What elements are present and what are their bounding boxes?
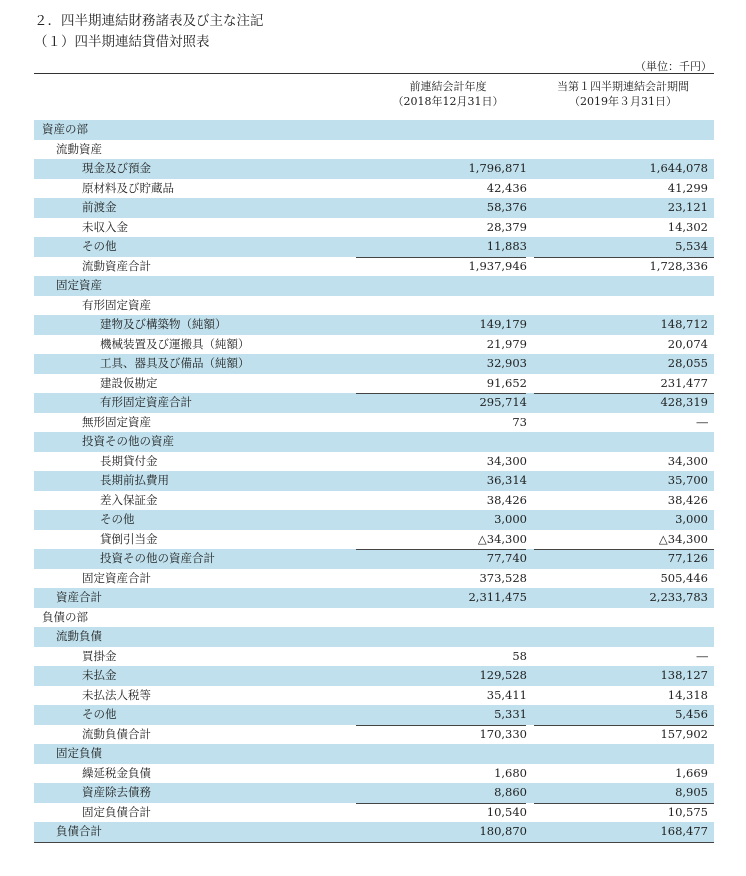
subtotal-rule (356, 393, 526, 394)
table-row (34, 354, 714, 374)
unit-label: （単位：千円） (635, 60, 712, 73)
table-row (34, 237, 714, 257)
value-curr: 3,000 (675, 512, 708, 526)
value-curr: 34,300 (667, 453, 708, 468)
value-curr: ― (696, 648, 708, 663)
table-row (34, 783, 714, 803)
value-prev: 2,311,475 (468, 590, 527, 604)
table-row (34, 120, 714, 140)
value-curr: 1,728,336 (649, 258, 708, 273)
value-prev: 129,528 (479, 668, 527, 682)
column-header-curr-date: （2019年３月31日） (569, 95, 677, 108)
row-label: 未収入金 (82, 219, 128, 234)
value-prev: △34,300 (477, 531, 527, 546)
row-label: 買掛金 (82, 648, 117, 663)
table-bottom-rule (34, 842, 714, 843)
value-curr: 77,126 (667, 551, 708, 565)
value-curr: 5,456 (675, 707, 708, 721)
table-row (34, 413, 714, 433)
value-curr: ― (696, 414, 708, 429)
value-curr: 138,127 (660, 668, 708, 682)
value-curr: 1,669 (675, 765, 708, 780)
row-label: 建物及び構築物（純額） (100, 317, 227, 331)
table-row (34, 452, 714, 472)
row-label: 未払法人税等 (82, 687, 151, 702)
value-curr: 157,902 (660, 726, 708, 741)
value-prev: 58 (512, 648, 527, 663)
subtotal-rule (534, 257, 714, 258)
subtotal-rule (534, 393, 714, 394)
value-curr: 35,700 (667, 473, 708, 487)
value-curr: 1,644,078 (649, 161, 708, 175)
table-row (34, 725, 714, 745)
value-curr: 428,319 (660, 395, 708, 409)
row-label: 差入保証金 (100, 492, 158, 507)
table-row (34, 764, 714, 784)
value-prev: 170,330 (479, 726, 527, 741)
table-row (34, 257, 714, 277)
value-curr: 38,426 (667, 492, 708, 507)
value-prev: 10,540 (486, 804, 527, 819)
table-row (34, 198, 714, 218)
row-label: その他 (82, 707, 117, 721)
subtotal-rule (356, 257, 526, 258)
table-row (34, 686, 714, 706)
row-label: 固定資産 (56, 278, 102, 292)
value-prev: 32,903 (486, 356, 527, 370)
table-row (34, 218, 714, 238)
row-label: 流動負債合計 (82, 726, 151, 741)
value-prev: 1,680 (494, 765, 527, 780)
value-curr: 505,446 (660, 570, 708, 585)
value-prev: 180,870 (479, 824, 527, 838)
table-row (34, 588, 714, 608)
value-prev: 28,379 (486, 219, 527, 234)
value-prev: 38,426 (486, 492, 527, 507)
value-prev: 35,411 (486, 687, 527, 702)
row-label: 投資その他の資産 (82, 434, 174, 448)
table-row (34, 666, 714, 686)
value-prev: 91,652 (486, 375, 527, 390)
table-row (34, 822, 714, 842)
row-label: 負債合計 (56, 824, 102, 838)
row-label: 長期貸付金 (100, 453, 158, 468)
table-row (34, 140, 714, 160)
value-curr: 20,074 (667, 336, 708, 351)
row-label: 固定負債合計 (82, 804, 151, 819)
column-header-prev (384, 79, 512, 109)
value-curr: 41,299 (667, 180, 708, 195)
value-curr: 14,302 (667, 219, 708, 234)
value-prev: 36,314 (486, 473, 527, 487)
table-row (34, 374, 714, 394)
value-curr: 2,233,783 (649, 590, 708, 604)
value-prev: 3,000 (494, 512, 527, 526)
row-label: 機械装置及び運搬具（純額） (100, 336, 250, 351)
table-row (34, 393, 714, 413)
table-row (34, 159, 714, 179)
value-prev: 21,979 (486, 336, 527, 351)
table-row (34, 296, 714, 316)
value-curr: 14,318 (667, 687, 708, 702)
row-label: 投資その他の資産合計 (100, 551, 215, 565)
row-label: 資産合計 (56, 590, 102, 604)
table-row (34, 510, 714, 530)
table-row (34, 569, 714, 589)
table-row (34, 549, 714, 569)
table-row (34, 530, 714, 550)
value-prev: 34,300 (486, 453, 527, 468)
row-label: 工具、器具及び備品（純額） (100, 356, 250, 370)
table-row (34, 705, 714, 725)
row-label: 繰延税金負債 (82, 765, 151, 780)
row-label: 有形固定資産合計 (100, 395, 192, 409)
table-row (34, 491, 714, 511)
row-label: 固定資産合計 (82, 570, 151, 585)
column-header-curr (532, 79, 714, 109)
subtotal-rule (356, 725, 526, 726)
value-curr: 8,905 (675, 785, 708, 799)
value-curr: 168,477 (660, 824, 708, 838)
column-header-prev-title: 前連結会計年度 (409, 80, 487, 93)
row-label: 無形固定資産 (82, 414, 151, 429)
row-label: 現金及び預金 (82, 161, 151, 175)
row-label: 原材料及び貯蔵品 (82, 180, 174, 195)
row-label: その他 (82, 239, 117, 253)
value-prev: 149,179 (479, 317, 527, 331)
value-curr: 231,477 (660, 375, 708, 390)
value-curr: 5,534 (675, 239, 708, 253)
row-label: 建設仮勘定 (100, 375, 158, 390)
table-row (34, 315, 714, 335)
subtotal-rule (534, 725, 714, 726)
table-title: （１）四半期連結貸借対照表 (34, 34, 210, 50)
row-label: 資産除去債務 (82, 785, 151, 799)
table-row (34, 335, 714, 355)
subtotal-rule (356, 549, 526, 550)
row-label: 有形固定資産 (82, 297, 151, 312)
row-label: 長期前払費用 (100, 473, 169, 487)
row-label: 貸倒引当金 (100, 531, 158, 546)
table-row (34, 627, 714, 647)
value-prev: 373,528 (479, 570, 527, 585)
table-row (34, 432, 714, 452)
table-row (34, 179, 714, 199)
value-prev: 58,376 (486, 200, 527, 214)
value-curr: △34,300 (658, 531, 708, 546)
value-prev: 5,331 (494, 707, 527, 721)
row-label: その他 (100, 512, 135, 526)
row-label: 流動資産合計 (82, 258, 151, 273)
column-header-prev-date: （2018年12月31日） (392, 95, 504, 108)
table-top-rule (34, 73, 714, 74)
value-curr: 23,121 (667, 200, 708, 214)
value-prev: 73 (512, 414, 527, 429)
row-label: 前渡金 (82, 200, 117, 214)
value-curr: 28,055 (667, 356, 708, 370)
row-label: 流動資産 (56, 141, 102, 156)
table-row (34, 647, 714, 667)
subtotal-rule (534, 803, 714, 804)
table-row (34, 803, 714, 823)
section-heading: ２．四半期連結財務諸表及び主な注記 (34, 13, 264, 29)
table-row (34, 744, 714, 764)
row-label: 資産の部 (42, 122, 88, 136)
column-header-curr-title: 当第１四半期連結会計期間 (557, 80, 689, 93)
value-prev: 1,937,946 (468, 258, 527, 273)
row-label: 未払金 (82, 668, 117, 682)
value-prev: 77,740 (486, 551, 527, 565)
subtotal-rule (356, 803, 526, 804)
value-prev: 11,883 (486, 239, 527, 253)
value-prev: 8,860 (494, 785, 527, 799)
subtotal-rule (534, 549, 714, 550)
table-row (34, 471, 714, 491)
value-prev: 1,796,871 (468, 161, 527, 175)
row-label: 負債の部 (42, 609, 88, 624)
value-curr: 148,712 (660, 317, 708, 331)
row-label: 流動負債 (56, 629, 102, 643)
value-curr: 10,575 (667, 804, 708, 819)
value-prev: 42,436 (486, 180, 527, 195)
balance-sheet-table (34, 120, 714, 842)
table-row (34, 608, 714, 628)
row-label: 固定負債 (56, 746, 102, 760)
value-prev: 295,714 (479, 395, 527, 409)
table-row (34, 276, 714, 296)
